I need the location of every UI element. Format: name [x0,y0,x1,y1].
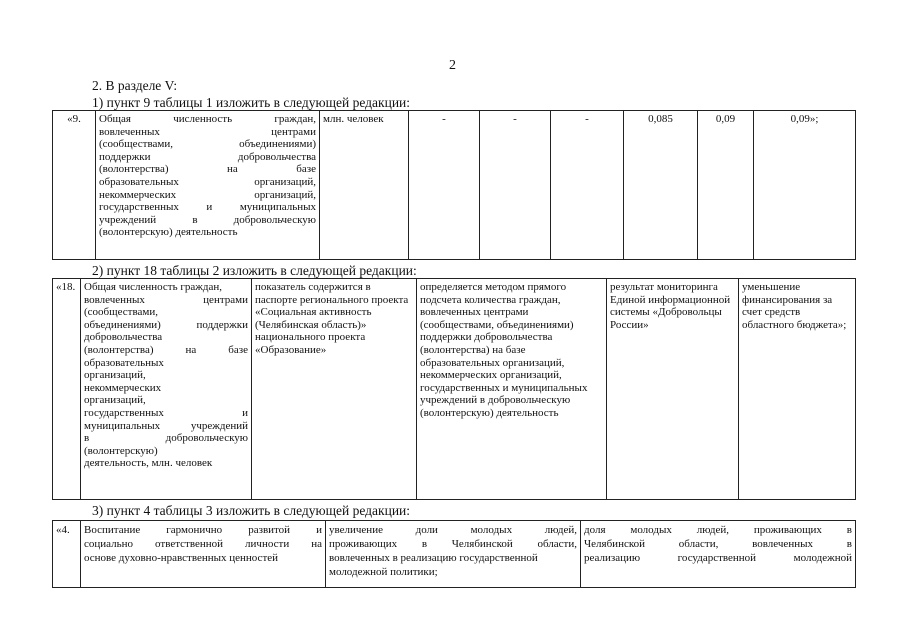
goal-line: социально ответственной личности на [84,538,322,550]
name-line: организаций, [84,369,146,382]
name-line: некоммерческих [84,381,162,394]
goal-line: основе духовно-нравственных ценностей [84,552,279,564]
name-line: Общая численность граждан, [99,113,316,125]
name-line: образовательных организаций, [99,175,316,188]
item-1-heading: 1) пункт 9 таблицы 1 изложить в следующей редакции: [92,95,411,110]
indicator-line: реализацию государственной молодежной [584,552,852,564]
indicator-line: доля молодых людей, проживающих в [584,524,852,536]
row-number: «18. [53,279,81,500]
name-line: Общая численность граждан, [84,281,222,293]
name-line: (волонтерскую) деятельность [99,226,238,239]
name-line: образовательных [84,356,164,369]
table-row [53,111,856,260]
consequence-cell: уменьшение финансирования за счет средств областного бюджета»; [739,279,856,500]
task-line: вовлеченных в реализацию государственной молодежной политики; [329,552,538,578]
task-cell [326,521,581,588]
name-line: (волонтерства) на базе [99,163,316,176]
table-3 [52,520,856,588]
item-3-heading: 3) пункт 4 таблицы 3 изложить в следующей редакции: [92,503,411,518]
name-line: некоммерческих организаций, [99,188,316,201]
unit-cell: млн. человек [320,111,409,260]
value-cell: - [480,111,551,260]
table-row [53,279,856,500]
indicator-name [81,279,252,500]
name-line: государственных и [84,406,248,419]
row-number: «4. [53,521,81,588]
value-cell: 0,09»; [754,111,856,260]
name-line: (сообществами, [84,306,158,319]
name-line: учреждений в добровольческую [99,213,316,226]
indicator-line: Челябинской области, вовлеченных в [584,538,852,550]
name-line: муниципальных учреждений [84,419,248,432]
table-2 [52,278,856,500]
name-line: добровольчества [84,331,163,344]
name-line: объединениями) поддержки [84,318,248,331]
goal-line: Воспитание гармонично развитой и [84,524,322,536]
table-row [53,521,856,588]
item-2-heading: 2) пункт 18 таблицы 2 изложить в следующей редакции: [92,263,417,278]
name-line: вовлеченных центрами [84,293,248,306]
goal-cell [81,521,326,588]
table-1 [52,110,856,260]
name-line: в добровольческую [84,432,248,445]
name-line: вовлеченных центрами [99,125,316,138]
monitoring-cell: результат мониторинга Единой информационной системы «Добровольцы России» [607,279,739,500]
section-intro: 2. В разделе V: [92,78,178,93]
name-line: организаций, [84,394,146,407]
name-line: (волонтерскую) [84,444,158,457]
indicator-cell [581,521,856,588]
value-cell: - [551,111,624,260]
page-number: 2 [449,58,456,73]
task-line: проживающих в Челябинской области, [329,538,577,550]
value-cell: 0,09 [698,111,754,260]
value-cell: 0,085 [624,111,698,260]
method-cell: определяется методом прямого подсчета количества граждан, вовлеченных центрами (сообществами, объединениями) поддержки добровольчества (волонтерства) на базе образовательных организаций, некоммерческих организаций, государственных и муниципальных учреждений в добровольческую (волонтерскую) деятельность [417,279,607,500]
name-line: (сообществами, объединениями) [99,138,316,151]
indicator-name [96,111,320,260]
name-line: поддержки добровольчества [99,150,316,163]
row-number: «9. [53,111,96,260]
task-line: увеличение доли молодых людей, [329,524,577,536]
value-cell: - [409,111,480,260]
source-cell: показатель содержится в паспорте регионального проекта «Социальная активность (Челябинская область)» национального проекта «Образование» [252,279,417,500]
name-line: (волонтерства) на базе [84,343,248,356]
name-line: деятельность, млн. человек [84,457,213,470]
name-line: государственных и муниципальных [99,201,316,214]
